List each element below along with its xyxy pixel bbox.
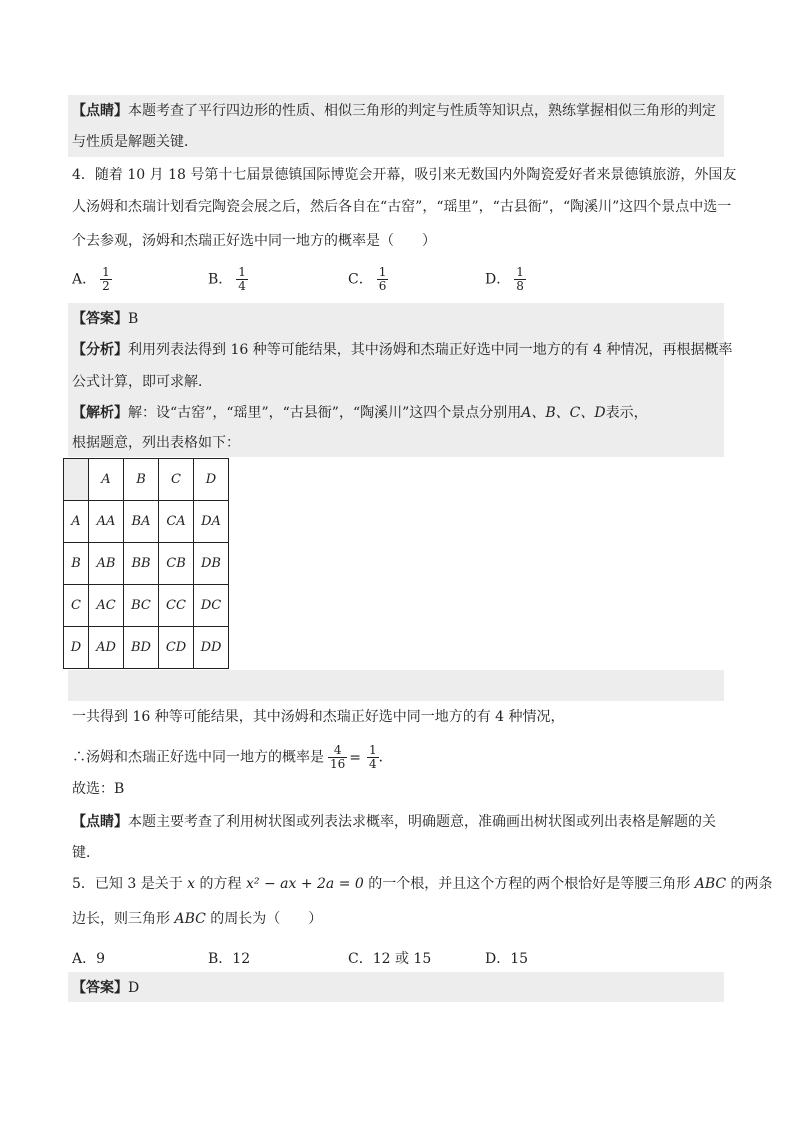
table-cell: AB [89, 543, 124, 585]
table-cell: CD [159, 627, 194, 669]
q4-comment-line1: 【点睛】本题主要考查了利用树状图或列表法求概率，明确题意，准确画出树状图或列出表格是解题的关 [72, 814, 716, 830]
q4-stem-line1: 4．随着 10 月 18 号第十七届景德镇国际博览会开幕，吸引来无数国内外陶瓷爱好者来景德镇旅游，外国友 [72, 167, 737, 183]
q5-option-b: B．12 [208, 951, 251, 967]
analysis-tag: 【分析】 [72, 342, 128, 358]
q4-option-d: D． $\frac{1}{8}$ [485, 265, 524, 293]
table-row [64, 585, 229, 627]
table-cell: BB [124, 543, 159, 585]
q4-conclusion-line2: ∴汤姆和杰瑞正好选中同一地方的概率是 $\frac{4}{16}$ = $\frac{1}{4}$ ． [72, 743, 393, 771]
q4-choose: 故选：B [72, 781, 125, 797]
table-cell [64, 459, 89, 501]
table-cell: C [159, 459, 194, 501]
fraction: $\frac{1}{8}$ [516, 265, 524, 293]
table-cell: BC [124, 585, 159, 627]
comment-tag: 【点睛】 [72, 103, 128, 119]
q4-solution-line2: 根据题意，列出表格如下： [72, 435, 240, 451]
table-row [64, 501, 229, 543]
q4-solution-line1: 【解析】解：设“古窑”，“瑶里”，“古县衙”，“陶溪川”这四个景点分别用A、B、C、D表示， [72, 405, 648, 421]
solution-block-shade [68, 670, 724, 701]
q5-option-d: D．15 [485, 951, 529, 967]
answer-tag: 【答案】 [72, 980, 128, 996]
table-cell: AA [89, 501, 124, 543]
outcome-table [63, 458, 229, 669]
table-cell: DA [194, 501, 229, 543]
q4-conclusion-line1: 一共得到 16 种等可能结果，其中汤姆和杰瑞正好选中同一地方的有 4 种情况， [72, 709, 565, 725]
q4-option-c: C． $\frac{1}{6}$ [348, 265, 387, 293]
q5-stem-line1: 5．已知 3 是关于 x 的方程 x² − ax + 2a = 0 的一个根，并且这个方程的两个根恰好是等腰三角形 ABC 的两条 [72, 876, 773, 892]
q4-comment-line2: 键． [72, 845, 100, 861]
q4-option-a: A． $\frac{1}{2}$ [72, 265, 110, 293]
q4-stem-line2: 人汤姆和杰瑞计划看完陶瓷会展之后，然后各自在“古窑”，“瑶里”，“古县衙”，“陶溪川”这四个景点中选一 [72, 199, 732, 215]
table-row [64, 543, 229, 585]
equation: x² − ax + 2a = 0 [245, 876, 364, 892]
table-cell: CA [159, 501, 194, 543]
table-cell: CC [159, 585, 194, 627]
q4-option-b: B． $\frac{1}{4}$ [208, 265, 246, 293]
q4-stem-line3: 个去参观，汤姆和杰瑞正好选中同一地方的概率是（ ） [72, 233, 436, 249]
table-cell: A [64, 501, 89, 543]
q3-comment-line2: 与性质是解题关键． [72, 134, 198, 150]
answer-tag: 【答案】 [72, 311, 128, 327]
fraction: $\frac{1}{6}$ [378, 265, 387, 293]
table-cell: D [194, 459, 229, 501]
fraction: $\frac{1}{4}$ [238, 265, 246, 293]
fraction: $\frac{1}{2}$ [102, 265, 110, 293]
table-cell: BA [124, 501, 159, 543]
table-cell: AC [89, 585, 124, 627]
q5-option-c: C．12 或 15 [348, 951, 432, 967]
table-cell: C [64, 585, 89, 627]
table-header-row [64, 459, 229, 501]
q3-comment-line1: 【点睛】本题考查了平行四边形的性质、相似三角形的判定与性质等知识点，熟练掌握相似三角形的判定 [72, 103, 716, 119]
table-cell: B [64, 543, 89, 585]
table-cell: AD [89, 627, 124, 669]
solution-tag: 【解析】 [72, 405, 128, 421]
table-cell: DC [194, 585, 229, 627]
answer-block-shade [68, 972, 724, 1002]
answer-block-shade [68, 303, 724, 333]
q5-answer: 【答案】D [72, 980, 140, 996]
fraction: $\frac{4}{16}$ [330, 743, 346, 771]
q4-analysis-line2: 公式计算，即可求解． [72, 374, 212, 390]
comment-tag: 【点睛】 [72, 814, 128, 830]
table-cell: DD [194, 627, 229, 669]
table-cell: CB [159, 543, 194, 585]
table-row [64, 627, 229, 669]
fraction: $\frac{1}{4}$ [369, 743, 377, 771]
table-cell: D [64, 627, 89, 669]
q4-answer: 【答案】B [72, 311, 139, 327]
q4-analysis-line1: 【分析】利用列表法得到 16 种等可能结果，其中汤姆和杰瑞正好选中同一地方的有 4 种情况，再根据概率 [72, 342, 733, 358]
table-cell: A [89, 459, 124, 501]
table-cell: DB [194, 543, 229, 585]
q5-option-a: A．9 [72, 951, 106, 967]
table-cell: BD [124, 627, 159, 669]
table-cell: B [124, 459, 159, 501]
q5-stem-line2: 边长，则三角形 ABC 的周长为（ ） [72, 911, 323, 927]
